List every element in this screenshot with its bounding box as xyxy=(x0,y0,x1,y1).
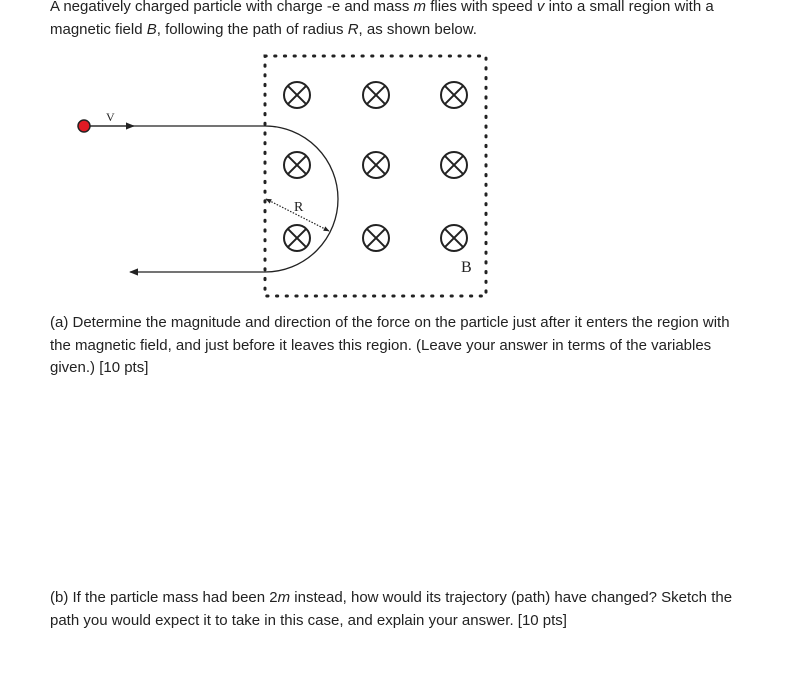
into-page-cross-icon xyxy=(441,152,467,178)
question-part-b: (b) If the particle mass had been 2m instead, how would its trajectory (path) have changed? Sketch the path you would expect it to take in this case, and explain your answer. [10 pts] xyxy=(50,589,733,629)
into-page-cross-icon xyxy=(363,152,389,178)
question-part-a: (a) Determine the magnitude and direction of the force on the particle just after it enters the region with the magnetic field, and just before it leaves this region. (Leave your answer in terms of the variables given.) [10 pts] xyxy=(50,314,730,376)
into-page-cross-icon xyxy=(284,82,310,108)
into-page-cross-icon xyxy=(284,225,310,251)
field-grid xyxy=(284,82,467,251)
magnetic-field-diagram xyxy=(0,0,804,310)
field-label: B xyxy=(461,259,472,276)
into-page-cross-icon xyxy=(284,152,310,178)
particle-dot xyxy=(78,120,90,132)
into-page-cross-icon xyxy=(441,82,467,108)
radius-label: R xyxy=(294,200,304,215)
into-page-cross-icon xyxy=(363,82,389,108)
into-page-cross-icon xyxy=(363,225,389,251)
problem-intro: A negatively charged particle with charge -e and mass m flies with speed v into a small region with a magnetic field B, following the path of radius R, as shown below. xyxy=(50,0,714,38)
velocity-label: V xyxy=(106,110,115,124)
into-page-cross-icon xyxy=(441,225,467,251)
